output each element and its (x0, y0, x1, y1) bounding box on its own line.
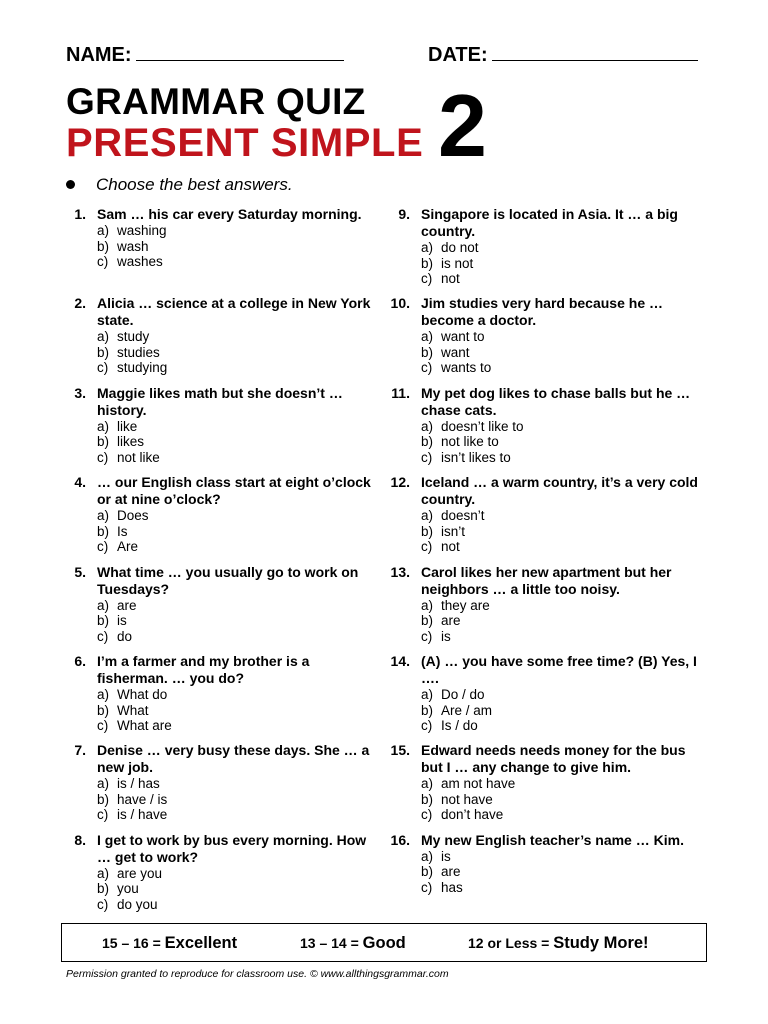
option-text: is not (441, 255, 474, 271)
option-text: isn’t likes to (441, 449, 511, 465)
answer-option[interactable] (97, 629, 376, 645)
option-text: What are (117, 718, 172, 733)
answer-option[interactable] (97, 508, 376, 524)
answer-option[interactable] (97, 345, 376, 361)
option-text: is (441, 848, 451, 864)
answer-option[interactable] (421, 792, 700, 808)
option-text: want to (441, 329, 485, 345)
answer-option[interactable] (421, 703, 700, 719)
option-text: isn’t (441, 523, 466, 539)
question-text: My new English teacher’s name … Kim. (421, 831, 684, 848)
option-letter: b) (421, 702, 434, 718)
answer-option[interactable] (97, 776, 376, 792)
name-label: NAME: (66, 44, 132, 66)
question-item (66, 385, 376, 466)
option-letter: c) (421, 879, 433, 895)
score-good-label: Good (362, 934, 406, 952)
option-text: Are (117, 539, 139, 555)
option-text: not have (441, 791, 493, 807)
option-text: not (441, 271, 460, 286)
option-letter: c) (97, 539, 109, 555)
option-text: do you (117, 896, 158, 912)
option-letter: c) (421, 539, 433, 555)
question-item (66, 474, 376, 555)
question-number: 4. (74, 474, 86, 491)
question-item (390, 653, 700, 734)
option-text: study (117, 329, 150, 345)
answer-option[interactable] (97, 539, 376, 555)
answer-option[interactable] (421, 329, 700, 345)
answer-option[interactable] (421, 508, 700, 524)
question-number: 6. (74, 653, 86, 669)
option-text: is (117, 613, 127, 629)
option-letter: a) (97, 508, 110, 524)
answer-option[interactable] (97, 223, 376, 239)
option-letter: a) (97, 687, 110, 702)
option-text: not (441, 539, 460, 555)
option-letter: b) (97, 434, 110, 450)
option-text: Are / am (441, 702, 493, 718)
question-text: I get to work by bus every morning. How … get to work? (97, 831, 367, 865)
question-text: Singapore is located in Asia. It … a big country. (421, 206, 678, 239)
question-text: What time … you usually go to work on Tuesdays? (97, 563, 359, 597)
option-letter: c) (97, 360, 109, 376)
quiz-number: 2 (438, 76, 487, 175)
option-letter: b) (421, 523, 434, 539)
option-text: are (441, 613, 461, 629)
score-excellent-label: Excellent (164, 934, 238, 952)
answer-option[interactable] (421, 434, 700, 450)
option-letter: b) (421, 344, 434, 360)
option-letter: a) (421, 848, 434, 864)
option-text: is (441, 628, 451, 644)
instruction (66, 175, 293, 195)
answer-option[interactable] (97, 897, 376, 913)
option-text: you (117, 881, 139, 897)
option-text: am not have (441, 776, 516, 792)
option-text: is / has (117, 776, 160, 792)
option-letter: c) (421, 628, 433, 644)
score-good (300, 934, 406, 953)
option-text: not like to (441, 434, 499, 450)
answer-option[interactable] (421, 880, 700, 896)
question-item (66, 295, 376, 376)
answer-option[interactable] (421, 613, 700, 629)
date-blank-line[interactable] (492, 46, 698, 61)
option-letter: a) (97, 597, 110, 613)
answer-option[interactable] (97, 239, 376, 255)
answer-option[interactable] (97, 450, 376, 466)
answer-option[interactable] (421, 360, 700, 376)
option-text: has (441, 879, 463, 895)
option-letter: b) (97, 523, 110, 539)
answer-option[interactable] (421, 598, 700, 614)
answer-option[interactable] (421, 629, 700, 645)
date-field[interactable] (428, 44, 698, 67)
option-letter: c) (97, 628, 109, 644)
option-text: are (117, 597, 137, 613)
option-text: are (441, 864, 461, 880)
answer-option[interactable] (421, 807, 700, 823)
quiz-subtitle: PRESENT SIMPLE (66, 121, 424, 165)
option-text: they are (441, 597, 490, 613)
option-letter: c) (97, 254, 109, 269)
question-text: My pet dog likes to chase balls but he … chase cats. (421, 384, 691, 418)
bullet-icon (66, 180, 75, 189)
option-text: are you (117, 865, 163, 881)
option-text: Is / do (441, 718, 478, 733)
option-text: wash (117, 238, 149, 254)
question-text: Edward needs needs money for the bus but I … any change to give him. (421, 742, 686, 776)
answer-option[interactable] (97, 807, 376, 823)
option-letter: c) (97, 896, 109, 912)
option-letter: b) (421, 791, 434, 807)
option-text: likes (117, 434, 145, 450)
answer-option[interactable] (421, 271, 700, 287)
option-text: do not (441, 240, 479, 255)
question-item (390, 742, 700, 823)
option-letter: b) (97, 791, 110, 807)
answer-option[interactable] (97, 419, 376, 435)
question-number: 15. (390, 742, 410, 759)
option-letter: c) (421, 718, 433, 733)
score-excellent-range: 15 – 16 = (102, 935, 161, 951)
option-letter: c) (421, 807, 433, 823)
option-letter: a) (97, 776, 110, 792)
score-study-range: 12 or Less = (468, 935, 550, 951)
question-text: Denise … very busy these days. She … a new job. (97, 742, 370, 776)
score-study-label: Study More! (553, 934, 649, 952)
score-box (61, 923, 707, 962)
option-text: What (117, 702, 149, 718)
option-letter: a) (421, 240, 434, 255)
option-letter: b) (97, 613, 110, 629)
question-item (66, 653, 376, 734)
question-text: Carol likes her new apartment but her neighbors … a little too noisy. (421, 563, 672, 597)
option-text: don’t have (441, 807, 504, 823)
question-number: 14. (390, 653, 410, 669)
option-letter: a) (421, 687, 434, 702)
score-excellent (102, 934, 237, 953)
question-item (66, 564, 376, 645)
question-text: Maggie likes math but she doesn’t … history. (97, 384, 343, 418)
option-letter: b) (421, 613, 434, 629)
option-text: doesn’t (441, 508, 485, 524)
option-letter: c) (97, 807, 109, 823)
score-good-range: 13 – 14 = (300, 935, 359, 951)
question-item (390, 295, 700, 376)
option-letter: b) (97, 238, 110, 254)
answer-option[interactable] (97, 524, 376, 540)
answer-option[interactable] (97, 613, 376, 629)
question-item (66, 742, 376, 823)
option-letter: a) (97, 865, 110, 881)
option-text: wants to (441, 360, 492, 376)
question-item (390, 474, 700, 555)
option-text: not like (117, 449, 160, 465)
question-number: 11. (391, 384, 410, 401)
answer-option[interactable] (97, 718, 376, 734)
answer-option[interactable] (97, 434, 376, 450)
answer-option[interactable] (97, 881, 376, 897)
question-text: I’m a farmer and my brother is a fisherman. … you do? (97, 653, 310, 686)
question-text: Jim studies very hard because he … become a doctor. (421, 295, 663, 329)
option-text: washes (117, 254, 163, 269)
option-text: Do / do (441, 687, 485, 702)
option-text: want (441, 344, 470, 360)
answer-option[interactable] (421, 419, 700, 435)
question-number: 2. (74, 295, 86, 312)
question-number: 8. (74, 831, 86, 848)
question-number: 5. (74, 563, 86, 580)
answer-option[interactable] (421, 524, 700, 540)
question-number: 12. (390, 474, 410, 491)
option-letter: b) (421, 255, 434, 271)
option-text: have / is (117, 791, 168, 807)
question-text: Alicia … science at a college in New York state. (97, 295, 371, 329)
question-text: (A) … you have some free time? (B) Yes, I …. (421, 653, 697, 686)
answer-option[interactable] (421, 256, 700, 272)
option-text: studying (117, 360, 168, 376)
question-item (390, 564, 700, 645)
name-blank-line[interactable] (136, 46, 344, 61)
answer-option[interactable] (97, 792, 376, 808)
answer-option[interactable] (97, 703, 376, 719)
answer-option[interactable] (421, 539, 700, 555)
option-letter: a) (97, 329, 110, 345)
answer-option[interactable] (421, 776, 700, 792)
copyright-footer: Permission granted to reproduce for classroom use. © www.allthingsgrammar.com (66, 968, 449, 980)
option-letter: c) (421, 449, 433, 465)
question-item (66, 832, 376, 913)
question-number: 16. (390, 831, 410, 848)
answer-option[interactable] (97, 687, 376, 703)
score-study-more (468, 934, 649, 953)
answer-option[interactable] (97, 866, 376, 882)
question-number: 7. (74, 742, 86, 759)
answer-option[interactable] (421, 450, 700, 466)
question-text: … our English class start at eight o’clock or at nine o’clock? (97, 474, 371, 508)
question-text: Sam … his car every Saturday morning. (97, 206, 362, 222)
option-letter: a) (97, 418, 110, 434)
answer-option[interactable] (421, 864, 700, 880)
question-item (390, 206, 700, 287)
question-number: 1. (74, 206, 86, 222)
question-item (390, 832, 700, 896)
option-letter: a) (421, 597, 434, 613)
answer-option[interactable] (421, 849, 700, 865)
option-text: Is (117, 523, 128, 539)
option-text: Does (117, 508, 149, 524)
option-text: studies (117, 344, 160, 360)
instruction-text: Choose the best answers. (96, 175, 293, 194)
option-letter: b) (421, 864, 434, 880)
option-letter: c) (421, 360, 433, 376)
option-text: What do (117, 687, 168, 702)
answer-option[interactable] (421, 240, 700, 256)
option-text: washing (117, 223, 167, 238)
name-field[interactable] (66, 44, 344, 67)
option-text: is / have (117, 807, 168, 823)
question-number: 10. (390, 295, 410, 312)
answer-option[interactable] (421, 345, 700, 361)
answer-option[interactable] (97, 329, 376, 345)
answer-option[interactable] (97, 598, 376, 614)
option-letter: b) (421, 434, 434, 450)
question-text: Iceland … a warm country, it’s a very cold country. (421, 474, 698, 508)
option-letter: a) (97, 223, 110, 238)
option-letter: a) (421, 418, 434, 434)
answer-option[interactable] (421, 687, 700, 703)
option-letter: c) (421, 271, 433, 286)
option-text: do (117, 628, 133, 644)
question-item (66, 206, 376, 270)
answer-option[interactable] (421, 718, 700, 734)
option-letter: c) (97, 449, 109, 465)
option-letter: a) (421, 776, 434, 792)
quiz-title: GRAMMAR QUIZ (66, 81, 366, 122)
question-number: 3. (74, 384, 86, 401)
option-letter: b) (97, 344, 110, 360)
option-text: like (117, 418, 138, 434)
option-letter: b) (97, 881, 110, 897)
option-letter: a) (421, 329, 434, 345)
answer-option[interactable] (97, 254, 376, 270)
option-letter: a) (421, 508, 434, 524)
option-text: doesn’t like to (441, 418, 524, 434)
date-label: DATE: (428, 44, 488, 66)
question-item (390, 385, 700, 466)
option-letter: c) (97, 718, 109, 733)
question-number: 13. (390, 563, 410, 580)
option-letter: b) (97, 702, 110, 718)
answer-option[interactable] (97, 360, 376, 376)
question-number: 9. (398, 206, 410, 222)
